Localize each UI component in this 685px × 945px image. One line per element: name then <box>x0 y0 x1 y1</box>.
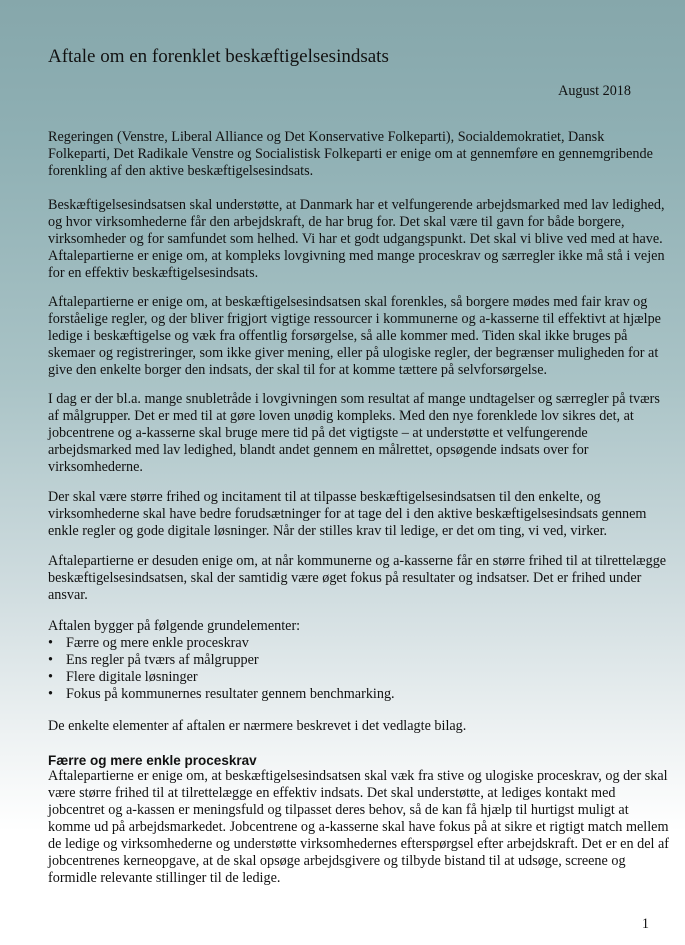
paragraph <box>48 294 661 379</box>
text-line: Der skal være større frihed og incitament til at tilpasse beskæftigelsesindsatsen til den enkelte, og <box>48 489 601 505</box>
bullet-icon: • <box>48 669 53 685</box>
text-line: virksomhederne skal have bedre forudsætninger for at tage del i den aktive beskæftigelsesindsats gennem <box>48 506 647 522</box>
section-body <box>48 768 670 887</box>
paragraph <box>48 553 667 604</box>
text-line: Aftalepartierne er enige om, at beskæftigelsesindsatsen skal væk fra stive og ulogiske proceskrav, og der skal <box>48 768 668 784</box>
paragraph <box>48 489 658 540</box>
bullet-text: Fokus på kommunernes resultater gennem benchmarking. <box>66 686 395 702</box>
document-title: Aftale om en forenklet beskæftigelsesindsats <box>48 46 389 67</box>
text-line: virksomheder og for samfundet som helhed. Vi har et godt udgangspunkt. Det skal vi blive ved med at have. <box>48 231 663 247</box>
text-line: ledige i beskæftigelse og væk fra offentlig forsørgelse, så alle kommer med. Tiden skal ikke bruges på <box>48 328 628 344</box>
bullet-item <box>48 669 198 686</box>
text-line: af målgrupper. Det er med til at gøre loven unødig kompleks. Med den nye forenklede lov sikres det, at <box>48 408 634 424</box>
bullet-text: Færre og mere enkle proceskrav <box>66 635 249 651</box>
text-line: jobcentret og a-kassen er meningsfuld og tilpasset deres behov, så de kan få hjælp til hurtigst muligt at <box>48 802 629 818</box>
text-line: Aftalen bygger på følgende grundelementer: <box>48 618 301 634</box>
bullet-item <box>48 635 249 652</box>
text-line: virksomhederne. <box>48 459 143 475</box>
text-line: formidle relevante stillinger til de ledige. <box>48 870 281 886</box>
paragraph <box>48 391 658 476</box>
text-line: give den enkelte borger den indsats, der skal til for at komme tættere på selvforsørgelse. <box>48 362 548 378</box>
text-line: forståelige regler, og der bliver frigjort vigtige ressourcer i kommunerne og a-kasserne til effektivt at hjælpe <box>48 311 661 327</box>
text-line: Aftalepartierne er enige om, at beskæftigelsesindsatsen skal forenkles, så borgere mødes med fair krav og <box>48 294 648 310</box>
bullet-icon: • <box>48 652 53 668</box>
bullet-text: Flere digitale løsninger <box>66 669 198 685</box>
text-line: Aftalepartierne er desuden enige om, at når kommunerne og a-kasserne får en større frihed til at tilrettelægge <box>48 553 667 569</box>
text-line: være større frihed til at tilrettelægge en effektiv indsats. Det skal understøtte, at lediges kontakt med <box>48 785 616 801</box>
text-line: jobcentrene og a-kasserne skal bruge mere tid på det vigtigste – at understøtte et velfungerende <box>48 425 588 441</box>
text-line: for en effektiv beskæftigelsesindsats. <box>48 265 259 281</box>
text-line: Beskæftigelsesindsatsen skal understøtte, at Danmark har et velfungerende arbejdsmarked med lav ledighed, <box>48 197 665 213</box>
text-line: arbejdsmarked med lav ledighed, blandt andet gennem en målrettet, opsøgende indsats over for <box>48 442 589 458</box>
bullet-item <box>48 652 259 669</box>
bullet-icon: • <box>48 635 53 651</box>
bullet-text: Ens regler på tværs af målgrupper <box>66 652 259 668</box>
text-line: Aftalepartierne er enige om, at kompleks lovgivning med mange proceskrav og særregler ikke må stå i vejen <box>48 248 665 264</box>
text-line: komme ud på arbejdsmarkedet. Jobcentrene og a-kasserne skal have fokus på at sikre et rigtigt match mellem <box>48 819 669 835</box>
bullet-item <box>48 686 395 703</box>
text-line: Folkeparti, Det Radikale Venstre og Socialistisk Folkeparti er enige om at gennemføre en gennemgribende <box>48 146 653 162</box>
text-line: de ledige og virksomhederne og understøtte virksomhedernes efterspørgsel efter arbejdskraft. Det er en del af <box>48 836 670 852</box>
text-line: Regeringen (Venstre, Liberal Alliance og Det Konservative Folkeparti), Socialdemokratiet, Dansk <box>48 129 605 145</box>
text-line: forenkling af den aktive beskæftigelsesindsats. <box>48 163 314 179</box>
paragraph <box>48 197 665 282</box>
section-heading: Færre og mere enkle proceskrav <box>48 753 257 768</box>
document-date: August 2018 <box>558 83 631 99</box>
paragraph <box>48 618 658 635</box>
text-line: jobcentrenes kerneopgave, at de skal opsøge arbejdsgivere og tilbyde bistand til at udsøge, screene og <box>48 853 626 869</box>
page-number: 1 <box>641 916 649 932</box>
paragraph <box>48 129 658 180</box>
text-line: og hvor virksomhederne får den arbejdskraft, de har brug for. Det skal være til gavn for både borgere, <box>48 214 625 230</box>
text-line: enkle regler og gode digitale løsninger. Når der stilles krav til ledige, er det om ting, vi ved, virker. <box>48 523 608 539</box>
text-line: skemaer og registreringer, som ikke giver mening, eller på ulogiske regler, der begrænser muligheden for at <box>48 345 659 361</box>
text-line: I dag er der bl.a. mange snubletråde i lovgivningen som resultat af mange undtagelser og særregler på tværs <box>48 391 660 407</box>
text-line: beskæftigelsesindsatsen, skal der samtidig være øget fokus på resultater og indsatser. Det er frihed under <box>48 570 642 586</box>
text-line: ansvar. <box>48 587 88 603</box>
paragraph <box>48 718 658 735</box>
text-line: De enkelte elementer af aftalen er nærmere beskrevet i det vedlagte bilag. <box>48 718 467 734</box>
bullet-icon: • <box>48 686 53 702</box>
